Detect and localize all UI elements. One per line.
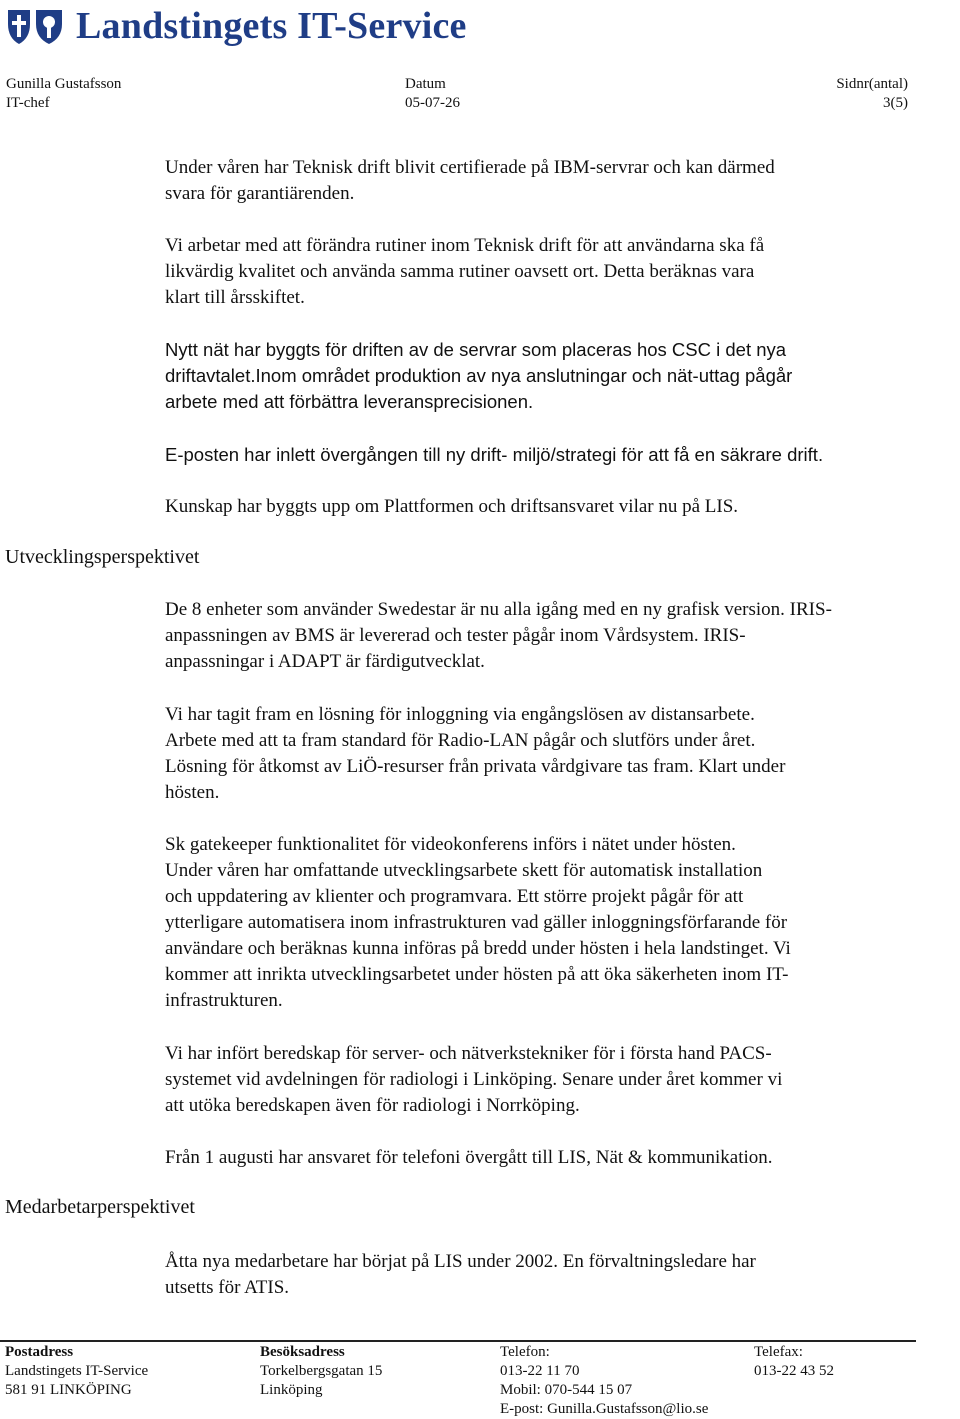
paragraph-eposten [165, 442, 955, 468]
text-line: De 8 enheter som använder Swedestar är nu alla igång med en ny grafisk version. IRIS- [165, 599, 832, 620]
besoksadress-line: Torkelbergsgatan 15 [260, 1363, 383, 1379]
paragraph-certifiering [165, 155, 955, 207]
email-address[interactable]: E-post: Gunilla.Gustafsson@lio.se [500, 1401, 709, 1417]
page-label: Sidnr(antal) [836, 76, 908, 92]
footer-telefax [754, 1343, 834, 1381]
section-heading-medarbetar: Medarbetarperspektivet [5, 1196, 195, 1218]
besoksadress-line: Linköping [260, 1382, 323, 1398]
text-line: Sk gatekeeper funktionalitet för videokonferens införs i nätet under hösten. [165, 834, 736, 855]
mobil-number: Mobil: 070-544 15 07 [500, 1382, 633, 1398]
text-line: Åtta nya medarbetare har börjat på LIS under 2002. En förvaltningsledare har [165, 1251, 756, 1272]
text-line: driftavtalet.Inom området produktion av nya anslutningar och nät-uttag pågår [165, 365, 793, 386]
paragraph-telefoni [165, 1145, 955, 1171]
paragraph-swedestar [165, 597, 955, 675]
text-line: svara för garantiärenden. [165, 183, 355, 204]
footer-besoksadress [260, 1343, 382, 1400]
text-line: att utöka beredskapen även för radiologi i Norrköping. [165, 1095, 580, 1116]
text-line: ytterligare automatisera inom infrastrukturen vad gäller inloggningsförfarande för [165, 912, 788, 933]
author-name: Gunilla Gustafsson [6, 76, 122, 92]
text-line: Under våren har Teknisk drift blivit certifierade på IBM-servrar och kan därmed [165, 157, 775, 178]
text-line: systemet vid avdelningen för radiologi i Linköping. Senare under året kommer vi [165, 1069, 783, 1090]
text-line: Nytt nät har byggts för driften av de servrar som placeras hos CSC i det nya [165, 339, 787, 360]
paragraph-gatekeeper [165, 832, 955, 1014]
paragraph-natverk [165, 337, 955, 415]
section-heading-utveckling: Utvecklingsperspektivet [5, 546, 200, 568]
text-line: Vi arbetar med att förändra rutiner inom Teknisk drift för att användarna ska få [165, 235, 765, 256]
postadress-line: 581 91 LINKÖPING [5, 1382, 132, 1398]
page-value: 3(5) [883, 95, 908, 111]
org-logo [4, 4, 467, 48]
paragraph-medarbetare [165, 1249, 955, 1301]
text-line: Kunskap har byggts upp om Plattformen och driftsansvaret vilar nu på LIS. [165, 496, 739, 517]
paragraph-kunskap [165, 494, 955, 520]
telefax-number: 013-22 43 52 [754, 1363, 834, 1379]
text-line: arbete med att förbättra leveransprecisionen. [165, 391, 534, 412]
text-line: utsetts för ATIS. [165, 1277, 290, 1298]
org-name: Landstingets IT-Service [76, 5, 467, 47]
text-line: anpassningen av BMS är levererad och tester pågår inom Vårdsystem. IRIS- [165, 625, 746, 646]
date-value: 05-07-26 [405, 95, 460, 111]
postadress-label: Postadress [5, 1344, 74, 1360]
text-line: Vi har infört beredskap för server- och nätverkstekniker för i första hand PACS- [165, 1043, 772, 1064]
author-role: IT-chef [6, 95, 50, 111]
footer-divider [0, 1340, 916, 1342]
telefon-number: 013-22 11 70 [500, 1363, 580, 1379]
paragraph-rutiner [165, 233, 955, 311]
text-line: likvärdig kvalitet och använda samma rutiner oavsett ort. Detta beräknas vara [165, 261, 755, 282]
landstinget-crest-icon [4, 4, 66, 48]
text-line: kommer att inrikta utvecklingsarbetet under hösten på att öka säkerheten inom IT- [165, 964, 789, 985]
text-line: användare och beräknas kunna införas på bredd under hösten i hela landstinget. Vi [165, 938, 791, 959]
text-line: E-posten har inlett övergången till ny drift- miljö/strategi för att få en säkrare drift. [165, 444, 824, 465]
text-line: anpassningar i ADAPT är färdigutvecklat. [165, 651, 485, 672]
author-block [6, 75, 121, 113]
text-line: Arbete med att ta fram standard för Radio-LAN pågår och slutförs under året. [165, 730, 756, 751]
text-line: Från 1 augusti har ansvaret för telefoni övergått till LIS, Nät & kommunikation. [165, 1147, 773, 1168]
text-line: och uppdatering av klienter och programvara. Ett större projekt pågår för att [165, 886, 744, 907]
text-line: Lösning för åtkomst av LiÖ-resurser från privata vårdgivare tas fram. Klart under [165, 756, 786, 777]
telefon-label: Telefon: [500, 1344, 550, 1360]
page-block [808, 75, 908, 113]
telefax-label: Telefax: [754, 1344, 803, 1360]
footer-postadress [5, 1343, 148, 1400]
text-line: hösten. [165, 782, 220, 803]
paragraph-inloggning [165, 702, 955, 806]
text-line: Vi har tagit fram en lösning för inloggning via engångslösen av distansarbete. [165, 704, 755, 725]
footer-telefon [500, 1343, 708, 1419]
date-label: Datum [405, 76, 446, 92]
paragraph-beredskap [165, 1041, 955, 1119]
date-block [405, 75, 460, 113]
text-line: klart till årsskiftet. [165, 287, 305, 308]
besoksadress-label: Besöksadress [260, 1344, 345, 1360]
text-line: infrastrukturen. [165, 990, 283, 1011]
postadress-line: Landstingets IT-Service [5, 1363, 149, 1379]
text-line: Under våren har omfattande utvecklingsarbete skett för automatisk installation [165, 860, 763, 881]
